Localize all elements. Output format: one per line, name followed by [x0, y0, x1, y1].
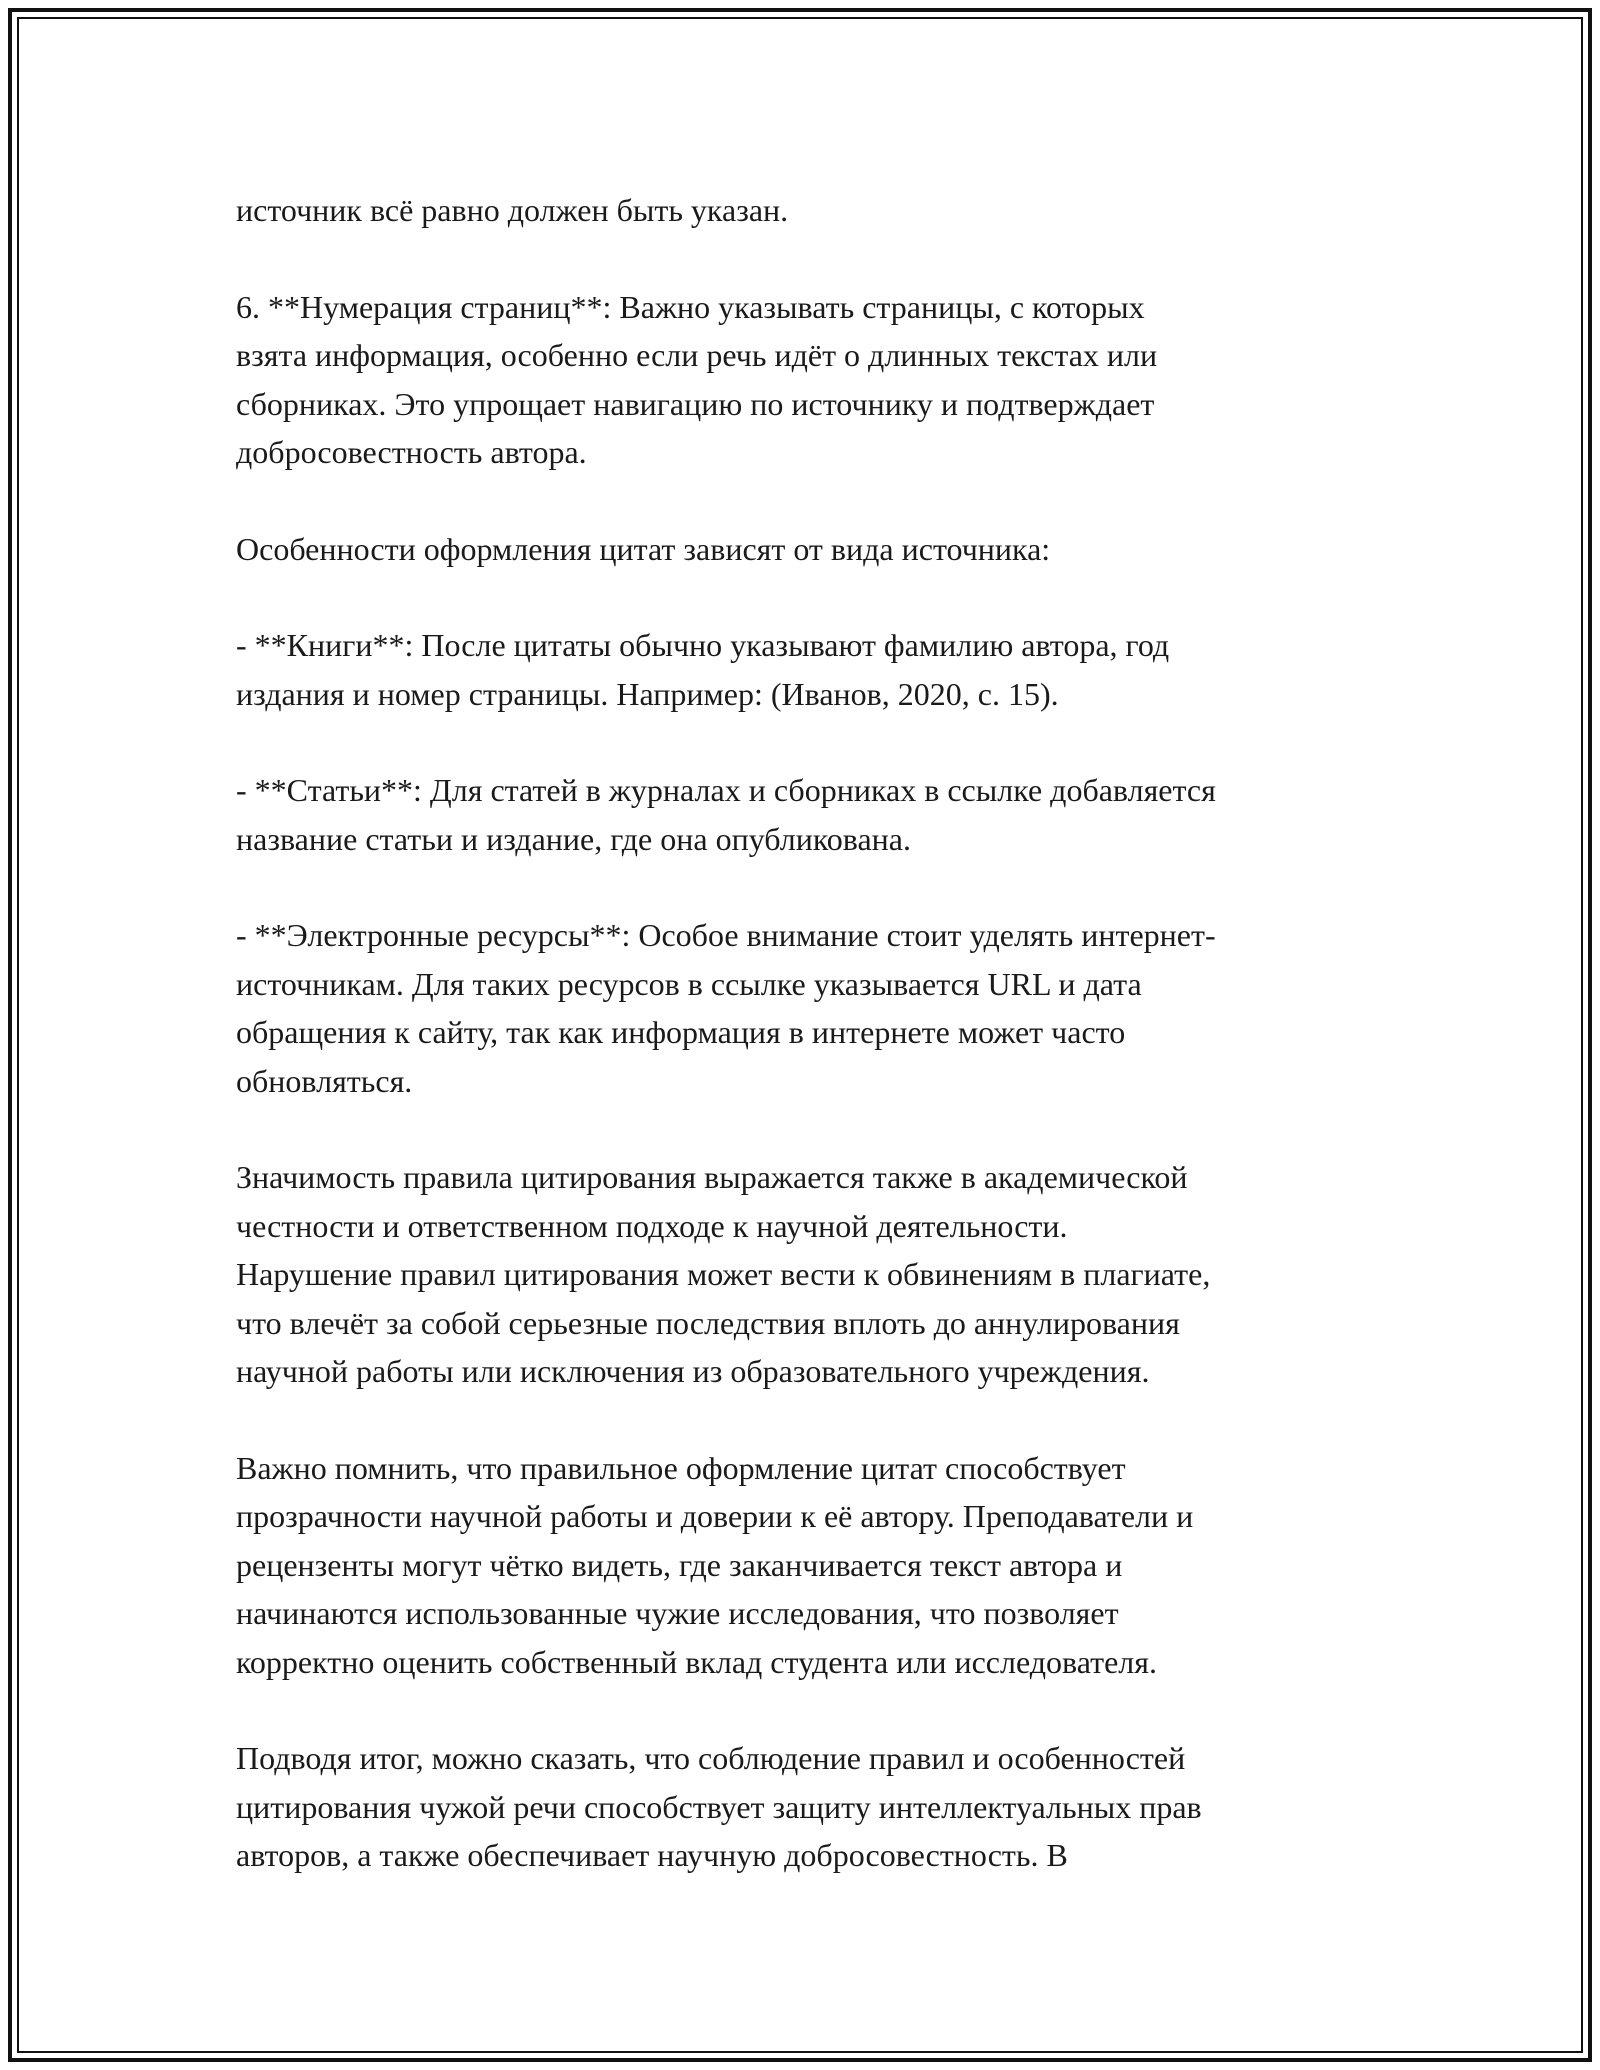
paragraph-articles [236, 766, 1386, 863]
text-line: честности и ответственном подходе к научной деятельности. [236, 1207, 1068, 1244]
text-line: 6. **Нумерация страниц**: Важно указывать страницы, с которых [236, 288, 1145, 325]
text-line: - **Электронные ресурсы**: Особое внимание стоит уделять интернет- [236, 917, 1216, 953]
text-line: корректно оценить собственный вклад студента или исследователя. [236, 1643, 1157, 1680]
text-line: источник всё равно должен быть указан. [236, 192, 789, 228]
text-line: научной работы или исключения из образовательного учреждения. [236, 1353, 1150, 1389]
paragraph-books [236, 621, 1386, 718]
text-line: рецензенты могут чётко видеть, где заканчивается текст автора и [236, 1546, 1123, 1583]
paragraph-conclusion [236, 1734, 1386, 1880]
text-line: Важно помнить, что правильное оформление цитат способствует [236, 1449, 1126, 1486]
text-line: что влечёт за собой серьезные последствия вплоть до аннулирования [236, 1304, 1180, 1341]
paragraph-page-numbering [236, 283, 1386, 477]
text-line: начинаются использованные чужие исследования, что позволяет [236, 1595, 1119, 1631]
text-line: взята информация, особенно если речь идёт о длинных текстах или [236, 337, 1158, 373]
text-line: - **Статьи**: Для статей в журналах и сборниках в ссылке добавляется [236, 772, 1216, 808]
paragraph-electronic-resources [236, 911, 1386, 1105]
paragraph-source-types-intro [236, 525, 1386, 574]
text-line: прозрачности научной работы и доверии к её автору. Преподаватели и [236, 1498, 1194, 1534]
text-line: источникам. Для таких ресурсов в ссылке указывается URL и дата [236, 965, 1142, 1002]
paragraph-significance [236, 1153, 1386, 1396]
text-line: название статьи и издание, где она опубликована. [236, 820, 911, 857]
text-line: цитирования чужой речи способствует защиту интеллектуальных прав [236, 1788, 1202, 1825]
text-line: Особенности оформления цитат зависят от вида источника: [236, 530, 1051, 567]
text-line: добросовестность автора. [236, 434, 587, 470]
text-line: сборниках. Это упрощает навигацию по источнику и подтверждает [236, 385, 1155, 422]
paragraph-transparency [236, 1444, 1386, 1687]
text-line: Подводя итог, можно сказать, что соблюдение правил и особенностей [236, 1740, 1186, 1776]
text-line: Нарушение правил цитирования может вести к обвинениям в плагиате, [236, 1256, 1211, 1292]
text-line: Значимость правила цитирования выражается также в академической [236, 1159, 1188, 1195]
text-line: издания и номер страницы. Например: (Иванов, 2020, с. 15). [236, 675, 1059, 712]
text-line: обращения к сайту, так как информация в интернете может часто [236, 1014, 1126, 1050]
paragraph-continuation [236, 186, 1386, 235]
text-line: - **Книги**: После цитаты обычно указывают фамилию автора, год [236, 627, 1170, 663]
text-line: обновляться. [236, 1062, 413, 1099]
document-body [236, 186, 1386, 1928]
text-line: авторов, а также обеспечивает научную добросовестность. В [236, 1837, 1068, 1873]
